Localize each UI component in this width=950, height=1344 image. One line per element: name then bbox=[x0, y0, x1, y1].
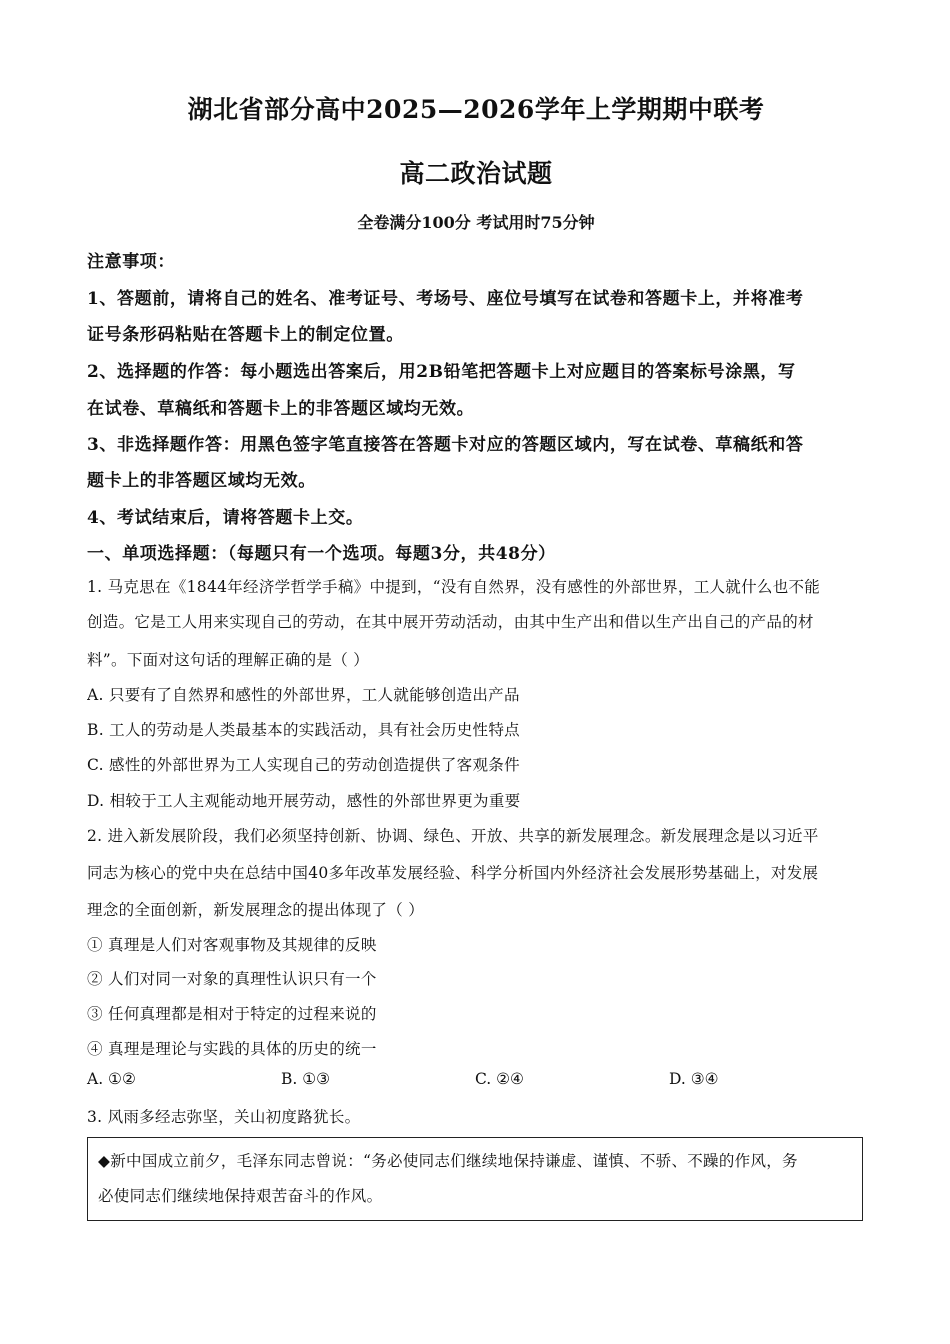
notice-line: 在试卷、草稿纸和答题卡上的非答题区域均无效。 bbox=[87, 399, 475, 419]
q2-stem-line: 2. 进入新发展阶段，我们必须坚持创新、协调、绿色、开放、共享的新发展理念。新发展理念是以习近平 bbox=[87, 827, 819, 845]
notice-line: 4、考试结束后，请将答题卡上交。 bbox=[87, 508, 364, 528]
exam-title: 湖北省部分高中2025—2026学年上学期期中联考 bbox=[187, 95, 765, 124]
q2-option-a: A. ①② bbox=[87, 1070, 136, 1088]
q1-option-b: B. 工人的劳动是人类最基本的实践活动，具有社会历史性特点 bbox=[87, 721, 520, 739]
section-heading: 一、单项选择题：（每题只有一个选项。每题3分，共48分） bbox=[87, 544, 556, 564]
q2-statement-3: ③ 任何真理都是相对于特定的过程来说的 bbox=[87, 1005, 377, 1023]
q2-statement-2: ② 人们对同一对象的真理性认识只有一个 bbox=[87, 970, 377, 988]
q2-option-b: B. ①③ bbox=[281, 1070, 331, 1088]
notice-line: 1、答题前，请将自己的姓名、准考证号、考场号、座位号填写在试卷和答题卡上，并将准考 bbox=[87, 289, 804, 309]
q1-option-d: D. 相较于工人主观能动地开展劳动，感性的外部世界更为重要 bbox=[87, 792, 521, 810]
notice-line: 证号条形码粘贴在答题卡上的制定位置。 bbox=[87, 325, 404, 345]
q1-stem-line: 料”。下面对这句话的理解正确的是（ ） bbox=[87, 651, 370, 669]
notice-heading: 注意事项： bbox=[87, 252, 175, 272]
q1-option-a: A. 只要有了自然界和感性的外部世界，工人就能够创造出产品 bbox=[87, 686, 520, 704]
q2-stem-line: 同志为核心的党中央在总结中国40多年改革发展经验、科学分析国内外经济社会发展形势基础上，对发展 bbox=[87, 864, 819, 882]
q3-material-box bbox=[87, 1137, 863, 1221]
q1-stem-line: 创造。它是工人用来实现自己的劳动，在其中展开劳动活动，由其中生产出和借以生产出自己的产品的材 bbox=[87, 613, 814, 631]
q2-stem-line: 理念的全面创新，新发展理念的提出体现了（ ） bbox=[87, 901, 425, 919]
notice-line: 2、选择题的作答：每小题选出答案后，用2B铅笔把答题卡上对应题目的答案标号涂黑，写 bbox=[87, 362, 796, 382]
q1-stem-line: 1. 马克思在《1844年经济学哲学手稿》中提到，“没有自然界，没有感性的外部世界，工人就什么也不能 bbox=[87, 578, 821, 596]
q3-material-line: 必使同志们继续地保持艰苦奋斗的作风。 bbox=[98, 1187, 383, 1205]
q2-statement-1: ① 真理是人们对客观事物及其规律的反映 bbox=[87, 936, 377, 954]
q2-statement-4: ④ 真理是理论与实践的具体的历史的统一 bbox=[87, 1040, 377, 1058]
q3-stem: 3. 风雨多经志弥坚，关山初度路犹长。 bbox=[87, 1108, 361, 1126]
q2-option-c: C. ②④ bbox=[475, 1070, 524, 1088]
q1-option-c: C. 感性的外部世界为工人实现自己的劳动创造提供了客观条件 bbox=[87, 756, 520, 774]
q3-material-line: ◆新中国成立前夕，毛泽东同志曾说：“务必使同志们继续地保持谦虚、谨慎、不骄、不躁的作风，务 bbox=[98, 1152, 798, 1170]
notice-line: 题卡上的非答题区域均无效。 bbox=[87, 471, 316, 491]
q2-option-d: D. ③④ bbox=[669, 1070, 719, 1088]
notice-line: 3、非选择题作答：用黑色签字笔直接答在答题卡对应的答题区域内，写在试卷、草稿纸和答 bbox=[87, 435, 804, 455]
exam-subtitle: 高二政治试题 bbox=[399, 159, 553, 188]
exam-info: 全卷满分100分 考试用时75分钟 bbox=[357, 213, 595, 232]
